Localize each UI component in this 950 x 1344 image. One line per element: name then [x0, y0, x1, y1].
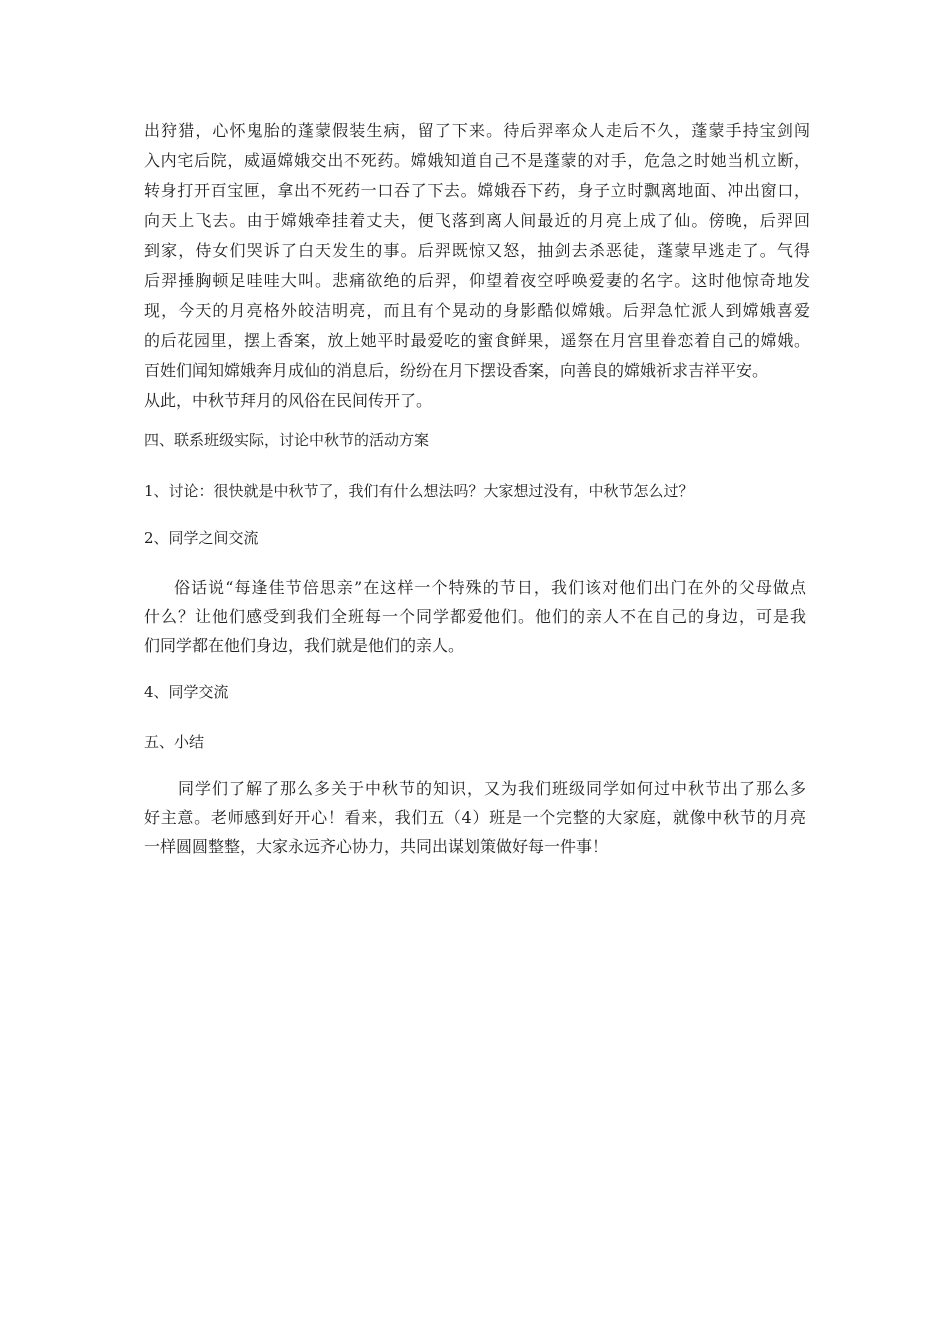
section-5-heading: 五、小结 — [144, 733, 205, 751]
story-line: 向天上飞去。由于嫦娥牵挂着丈夫，便飞落到离人间最近的月亮上成了仙。傍晚，后羿回 — [144, 211, 810, 230]
paragraph-line: 俗话说“每逢佳节倍思亲”在这样一个特殊的节日，我们该对他们出门在外的父母做点 — [174, 578, 806, 597]
discussion-item-1: 1、讨论：很快就是中秋节了，我们有什么想法吗？大家想过没有，中秋节怎么过？ — [144, 482, 694, 500]
paragraph-line: 好主意。老师感到好开心！看来，我们五（4）班是一个完整的大家庭，就像中秋节的月亮 — [144, 808, 806, 827]
story-line: 入内宅后院，威逼嫦娥交出不死药。嫦娥知道自己不是蓬蒙的对手，危急之时她当机立断， — [144, 151, 810, 170]
paragraph-line: 同学们了解了那么多关于中秋节的知识，又为我们班级同学如何过中秋节出了那么多 — [178, 779, 806, 798]
story-line: 现，今天的月亮格外皎洁明亮，而且有个晃动的身影酷似嫦娥。后羿急忙派人到嫦娥喜爱 — [144, 301, 810, 320]
paragraph-line: 什么？让他们感受到我们全班每一个同学都爱他们。他们的亲人不在自己的身边，可是我 — [144, 607, 806, 626]
story-line: 后羿捶胸顿足哇哇大叫。悲痛欲绝的后羿，仰望着夜空呼唤爱妻的名字。这时他惊奇地发 — [144, 271, 810, 290]
exchange-paragraph — [144, 573, 806, 660]
story-line: 到家，侍女们哭诉了白天发生的事。后羿既惊又怒，抽剑去杀恶徒，蓬蒙早逃走了。气得 — [144, 241, 810, 260]
story-line: 转身打开百宝匣，拿出不死药一口吞了下去。嫦娥吞下药，身子立时飘离地面、冲出窗口， — [144, 181, 810, 200]
story-line: 出狩猎，心怀鬼胎的蓬蒙假装生病，留了下来。待后羿率众人走后不久，蓬蒙手持宝剑闯 — [144, 121, 810, 140]
discussion-item-2: 2、同学之间交流 — [144, 529, 259, 547]
summary-paragraph — [144, 774, 806, 861]
story-line: 从此，中秋节拜月的风俗在民间传开了。 — [144, 391, 433, 410]
paragraph-line: 一样圆圆整整，大家永远齐心协力，共同出谋划策做好每一件事！ — [144, 837, 609, 856]
discussion-item-4: 4、同学交流 — [144, 683, 229, 701]
story-line: 的后花园里，摆上香案，放上她平时最爱吃的蜜食鲜果，遥祭在月宫里眷恋着自己的嫦娥。 — [144, 331, 810, 350]
story-line: 百姓们闻知嫦娥奔月成仙的消息后，纷纷在月下摆设香案，向善良的嫦娥祈求吉祥平安。 — [144, 361, 769, 380]
paragraph-line: 们同学都在他们身边，我们就是他们的亲人。 — [144, 636, 465, 655]
section-4-heading: 四、联系班级实际，讨论中秋节的活动方案 — [144, 431, 430, 449]
story-paragraph — [144, 116, 810, 416]
